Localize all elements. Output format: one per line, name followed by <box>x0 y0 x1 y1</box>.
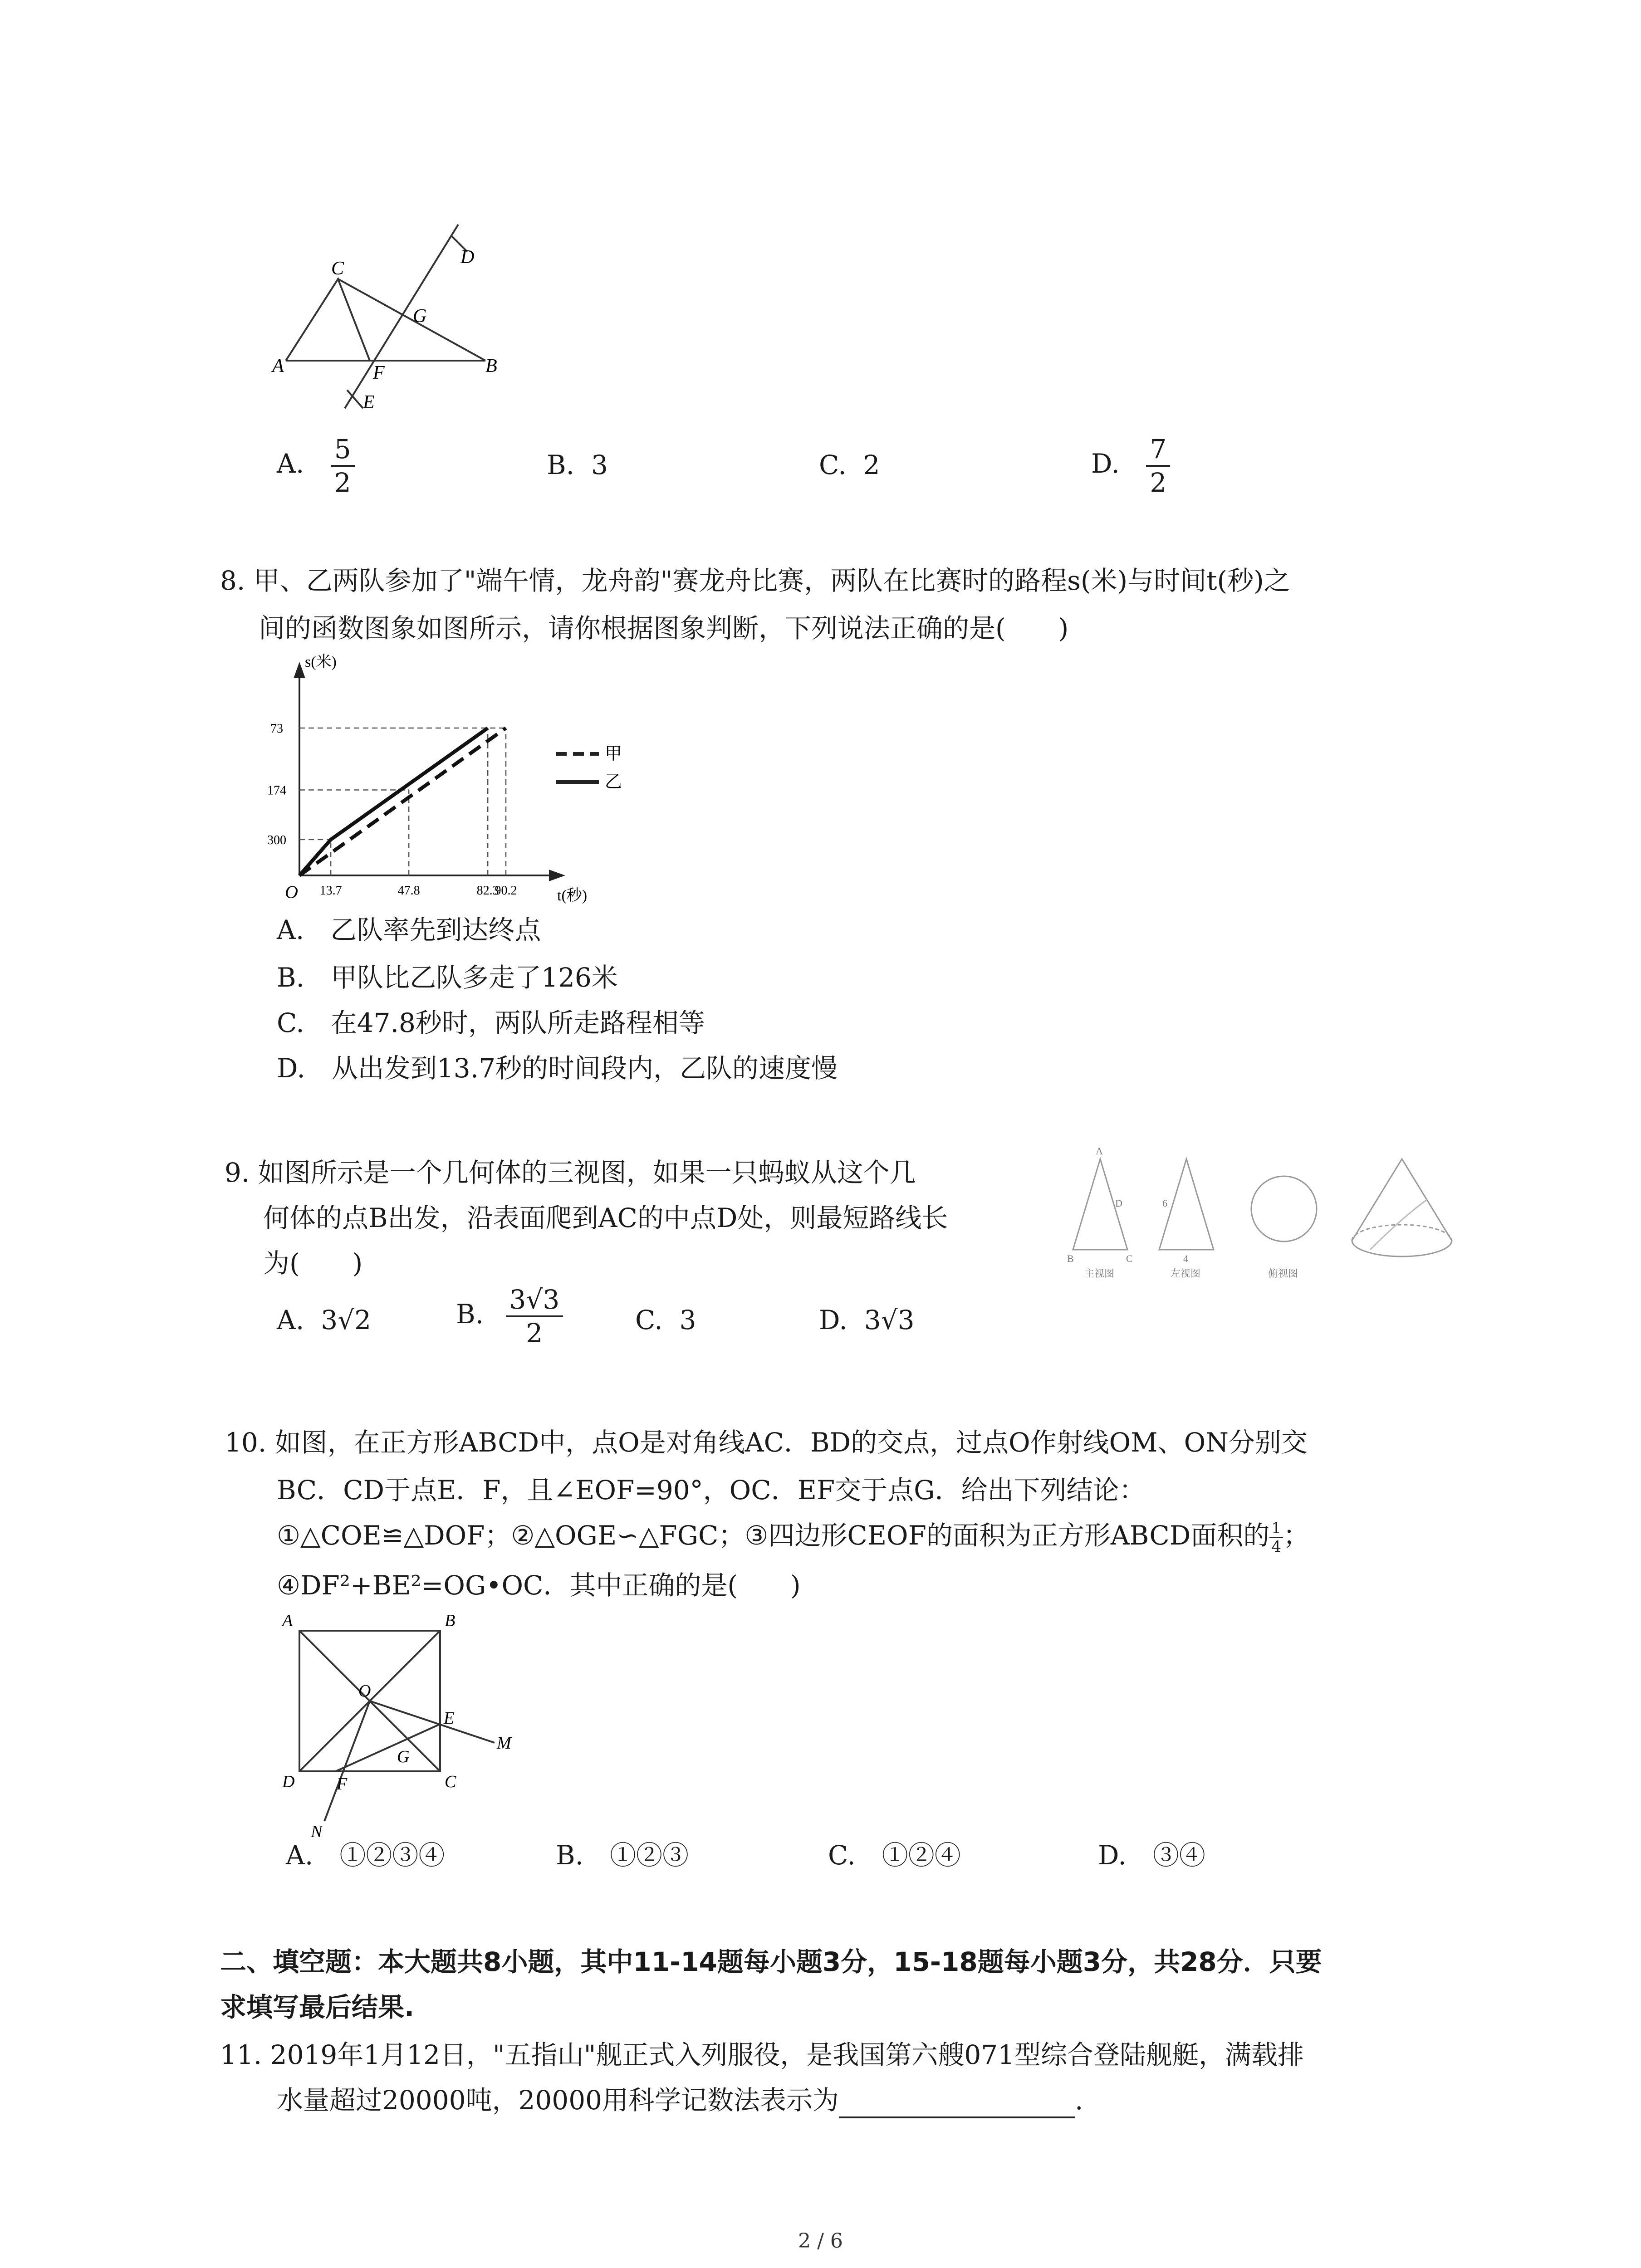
q8-origin-label: O <box>285 882 298 902</box>
q7-option-a[interactable]: A. $\frac{5}{2}$ <box>277 433 355 499</box>
q9-label-c: C <box>1126 1253 1133 1264</box>
q9-label-b: B <box>1067 1253 1074 1264</box>
q8-option-d[interactable]: D. 从出发到13.7秒的时间段内，乙队的速度慢 <box>277 1053 838 1084</box>
q7-label-b: B <box>485 356 497 376</box>
q10-ray-om <box>370 1701 495 1743</box>
q9-stem-line3: 为( ) <box>263 1248 363 1279</box>
q9-label-d: D <box>1115 1198 1122 1209</box>
q10-label-g: G <box>397 1747 410 1766</box>
q7-perpendicular-bisector <box>345 225 458 408</box>
q10-stem-line3: ①△COE≌△DOF；②△OGE∽△FGC；③四边形CEOF的面积为正方形ABCD面积的 $\frac{1}{4}$ ； <box>277 1519 1309 1556</box>
q7-label-e: E <box>363 392 375 413</box>
q8-x-tick-label: 13.7 <box>319 884 342 898</box>
q8-y-axis-arrow <box>295 665 304 677</box>
q11-stem-line1: 11. 2019年1月12日，"五指山"舰正式入列服役，是我国第六艘071型综合登陆舰艇，满载排 <box>220 2039 1304 2070</box>
q9-option-a[interactable]: A. 3√2 <box>277 1305 371 1335</box>
q11-stem-line2: 水量超过20000吨，20000用科学记数法表示为 . <box>277 2082 1083 2118</box>
q8-stem-line2: 间的函数图象如图所示，请你根据图象判断，下列说法正确的是( ) <box>259 613 1069 644</box>
q9-caption-left: 左视图 <box>1171 1268 1201 1279</box>
q8-x-axis-label: t(秒) <box>557 887 588 904</box>
q9-option-b[interactable]: B. $\frac{3√3}{2}$ <box>456 1284 563 1349</box>
q8-x-tick-label: 90.2 <box>495 884 517 898</box>
q8-y-tick-label: 300 <box>267 833 286 847</box>
q7-label-g: G <box>413 306 427 327</box>
q8-option-c[interactable]: C. 在47.8秒时，两队所走路程相等 <box>277 1007 705 1038</box>
q10-label-f: F <box>337 1774 348 1794</box>
q8-legend-label-jia: 甲 <box>605 744 622 763</box>
q10-option-c[interactable]: C. ①②④ <box>828 1840 961 1871</box>
q7-label-a: A <box>272 356 284 376</box>
q9-option-c[interactable]: C. 3 <box>635 1305 696 1335</box>
q7-label-f: F <box>373 362 385 383</box>
q10-label-n: N <box>311 1822 323 1841</box>
q7-option-d[interactable]: D. $\frac{7}{2}$ <box>1091 433 1170 499</box>
q8-option-a[interactable]: A. 乙队率先到达终点 <box>277 914 541 945</box>
q8-chart <box>267 649 662 907</box>
q8-legend <box>556 744 622 792</box>
q9-caption-front: 主视图 <box>1084 1268 1115 1279</box>
q10-stem-line4: ④DF²+BE²=OG•OC．其中正确的是( ) <box>277 1570 801 1601</box>
q10-stem-line2: BC．CD于点E．F，且∠EOF=90°，OC．EF交于点G．给出下列结论： <box>277 1475 1146 1505</box>
section2-heading-line2: 求填写最后结果. <box>220 1992 415 2023</box>
q10-label-c: C <box>445 1772 456 1791</box>
q10-stem-line1: 10. 如图，在正方形ABCD中，点O是对角线AC．BD的交点，过点O作射线OM、ON分别交 <box>225 1427 1308 1458</box>
q10-ray-on <box>324 1701 370 1821</box>
q9-label-a: A <box>1096 1145 1103 1157</box>
q9-left-view <box>1159 1159 1214 1250</box>
q9-three-views-figure <box>1057 1139 1465 1284</box>
q7-figure <box>254 218 508 422</box>
q8-stem-line1: 8. 甲、乙两队参加了"端午情，龙舟韵"赛龙舟比赛，两队在比赛时的路程s(米)与时间t(秒)之 <box>220 565 1290 596</box>
q10-option-a[interactable]: A. ①②③④ <box>286 1840 445 1871</box>
q9-top-view <box>1251 1176 1317 1242</box>
q9-label-four: 4 <box>1183 1253 1188 1264</box>
q8-option-b[interactable]: B. 甲队比乙队多走了126米 <box>277 962 618 993</box>
q7-label-d: D <box>460 247 475 268</box>
q10-label-d: D <box>282 1772 295 1791</box>
page-number: 2 / 6 <box>798 2229 843 2253</box>
q7-option-b[interactable]: B. 3 <box>547 450 608 480</box>
q10-option-b[interactable]: B. ①②③ <box>556 1840 689 1871</box>
q10-square-figure <box>272 1613 526 1844</box>
section2-heading-line1: 二、填空题：本大题共8小题，其中11-14题每小题3分，15-18题每小题3分，共28分．只要 <box>220 1946 1322 1977</box>
q10-label-b: B <box>445 1611 456 1630</box>
q9-cone <box>1352 1159 1452 1256</box>
q10-label-e: E <box>444 1709 455 1728</box>
q8-x-axis-arrow <box>550 871 563 880</box>
q9-label-six: 6 <box>1162 1198 1167 1209</box>
q10-option-d[interactable]: D. ③④ <box>1098 1840 1205 1871</box>
q9-caption-top: 俯视图 <box>1268 1268 1298 1279</box>
q9-stem-line2: 何体的点B出发，沿表面爬到AC的中点D处，则最短路线长 <box>263 1202 948 1233</box>
q9-option-d[interactable]: D. 3√3 <box>819 1305 915 1335</box>
q8-x-tick-label: 47.8 <box>397 884 420 898</box>
q8-y-tick-label: 174 <box>267 783 286 798</box>
q8-series-yi-line <box>299 728 488 875</box>
q7-label-c: C <box>331 258 344 279</box>
q7-option-c[interactable]: C. 2 <box>819 450 880 480</box>
q11-answer-blank[interactable] <box>839 2089 1075 2118</box>
q8-y-axis-label: s(米) <box>305 654 337 670</box>
q7-segment-cb <box>338 279 485 361</box>
q10-label-o: O <box>358 1681 371 1701</box>
q8-x-tick-label: 82.3 <box>476 884 499 898</box>
q7-triangle-acf <box>286 279 370 361</box>
q10-label-a: A <box>282 1611 293 1630</box>
q8-y-tick-label: 73 <box>270 722 283 736</box>
q9-stem-line1: 9. 如图所示是一个几何体的三视图，如果一只蚂蚁从这个几 <box>225 1157 916 1188</box>
q10-label-m: M <box>497 1734 511 1753</box>
q8-legend-label-yi: 乙 <box>605 772 622 792</box>
